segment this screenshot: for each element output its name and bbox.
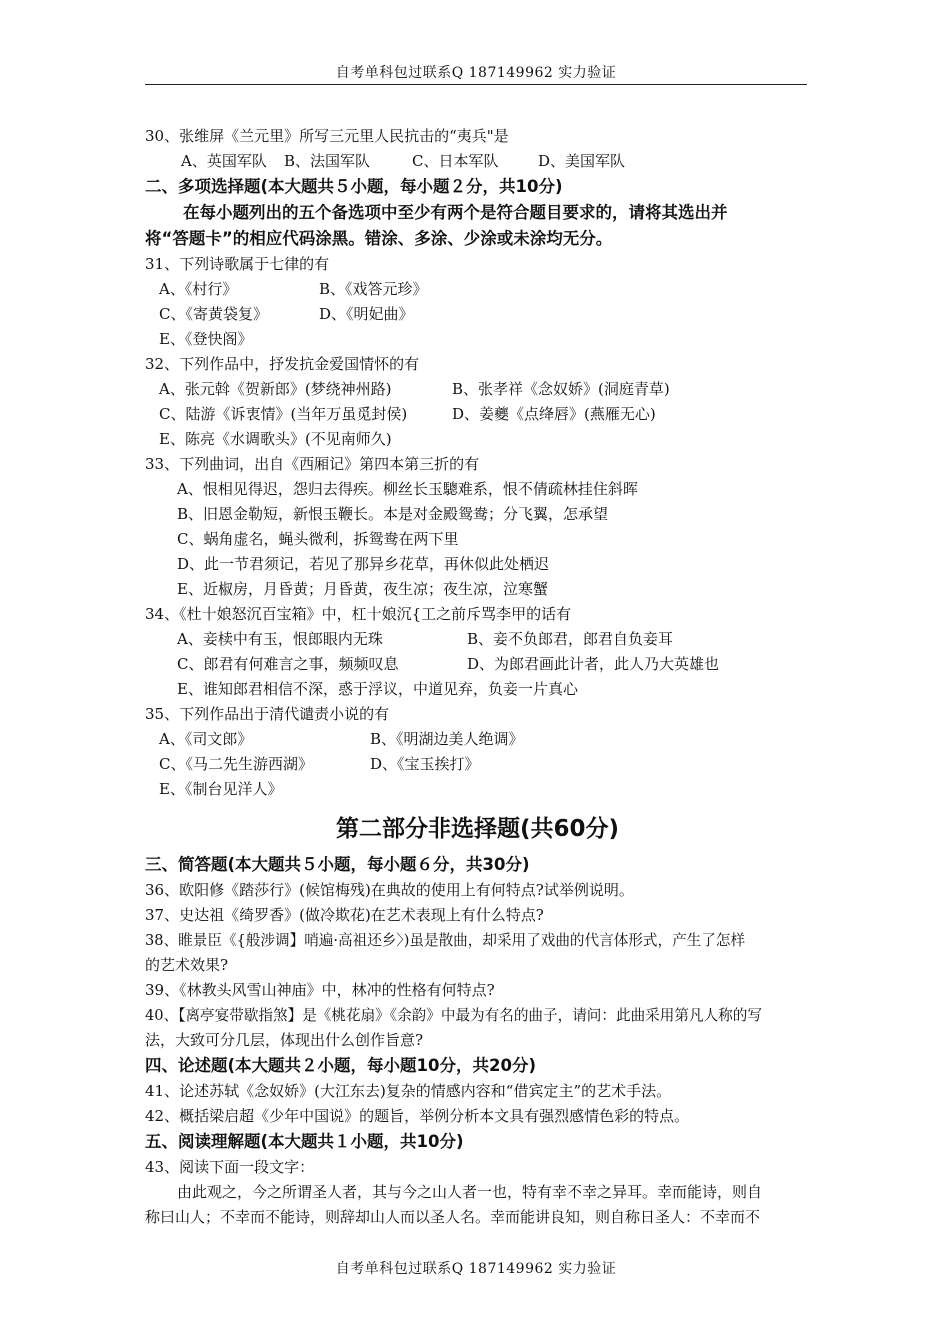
question-30-options: [145, 149, 810, 174]
question-31-options-cd: [145, 302, 810, 327]
option-b: B、妾不负郎君，郎君自负妾耳: [467, 630, 674, 648]
question-33: 33、下列曲词，出自《西厢记》第四本第三折的有: [145, 455, 480, 473]
question-34-options-cd: [145, 652, 810, 677]
option-a: A、恨相见得迟，怨归去得疾。柳丝长玉驄难系，恨不倩疏林挂住斜晖: [177, 480, 638, 498]
option-d: D、《宝玉挨打》: [370, 755, 480, 773]
question-38-line-1: 38、睢景臣《{般涉调】哨遍·高祖还乡〉)虽是散曲，却采用了戏曲的代言体形式，产生了怎样: [145, 932, 746, 949]
question-40-line-2: 法，大致可分几层，体现出什么创作旨意?: [145, 1031, 424, 1049]
section-4-title: 四、论述题(本大题共２小题，每小题10分，共20分): [145, 1056, 537, 1075]
section-2-instruction-2: 将“答题卡”的相应代码涂黑。错涂、多涂、少涂或未涂均无分。: [145, 229, 613, 248]
question-35-options-cd: [145, 752, 810, 777]
option-a: A、英国军队: [181, 152, 267, 170]
part-2-title: 第二部分非选择题(共60分): [335, 816, 620, 842]
option-c: C、郎君有何难言之事，频频叹息: [177, 655, 399, 673]
reading-passage-line-1: 由此观之，今之所谓圣人者，其与今之山人者一也，特有幸不幸之异耳。幸而能诗，则自: [177, 1183, 763, 1201]
option-a: A、《村行》: [159, 280, 238, 298]
question-36: 36、欧阳修《踏莎行》(候馆梅残)在典故的使用上有何特点?试举例说明。: [145, 881, 634, 899]
option-e: E、《登快阁》: [159, 330, 253, 348]
question-37: 37、史达祖《绮罗香》(做冷欺花)在艺术表现上有什么特点?: [145, 906, 544, 924]
page-header: 自考单科包过联系Q 187149962 实力验证: [335, 65, 617, 81]
option-d: D、为郎君画此计者，此人乃大英雄也: [467, 655, 720, 673]
section-2-title: 二、多项选择题(本大题共５小题，每小题２分，共10分): [145, 177, 563, 196]
question-39: 39、《林教头风雪山神庙》中，林冲的性格有何特点?: [145, 981, 495, 999]
option-e: E、近椒房，月昏黄；月昏黄，夜生凉；夜生凉，泣寒蟹: [177, 580, 548, 598]
option-d: D、《明妃曲》: [319, 305, 414, 323]
question-42: 42、概括梁启超《少年中国说》的题旨，举例分析本文具有强烈感情色彩的特点。: [145, 1107, 690, 1125]
question-38-line-2: 的艺术效果?: [145, 956, 229, 974]
option-b: B、张孝祥《念奴娇》(洞庭青草): [452, 380, 670, 398]
question-35-options-ab: [145, 727, 810, 752]
question-31: 31、下列诗歌属于七律的有: [145, 255, 330, 273]
option-d: D、美国军队: [538, 152, 626, 170]
section-2-instruction-1: 在每小题列出的五个备选项中至少有两个是符合题目要求的，请将其选出并: [183, 203, 728, 222]
option-d: D、姜夔《点绛唇》(燕雁无心): [452, 405, 656, 423]
option-c: C、蜗角虚名，蝇头微利，拆鸳鸯在两下里: [177, 530, 459, 548]
reading-passage-line-2: 称曰山人；不幸而不能诗，则辞却山人而以圣人名。幸而能讲良知，则自称日圣人：不幸而不: [145, 1208, 761, 1226]
question-34-options-ab: [145, 627, 810, 652]
option-e: E、谁知郎君相信不深，惑于浮议，中道见弃，负妾一片真心: [177, 680, 578, 698]
page-content: [145, 124, 810, 1230]
option-b: B、旧恩金勒短，新恨玉鞭长。本是对金殿鸳鸯；分飞翼，怎承望: [177, 505, 609, 523]
section-5-title: 五、阅读理解题(本大题共１小题，共10分): [145, 1132, 464, 1151]
question-41: 41、论述苏轼《念奴娇》(大江东去)复杂的情感内容和“借宾定主”的艺术手法。: [145, 1082, 672, 1100]
option-a: A、妾椟中有玉，恨郎眼内无珠: [177, 630, 383, 648]
section-3-title: 三、简答题(本大题共５小题，每小题６分，共30分): [145, 855, 530, 874]
question-30: 30、张维屏《兰元里》所写三元里人民抗击的“夷兵"是: [145, 127, 509, 145]
question-32: 32、下列作品中，抒发抗金爱国情怀的有: [145, 355, 420, 373]
option-c: C、日本军队: [412, 152, 499, 170]
page-footer: 自考单科包过联系Q 187149962 实力验证: [335, 1261, 617, 1277]
option-e: E、《制台见洋人》: [159, 780, 283, 798]
option-b: B、《戏答元珍》: [319, 280, 428, 298]
question-35: 35、下列作品出于清代谴责小说的有: [145, 705, 390, 723]
question-43: 43、阅读下面一段文字：: [145, 1158, 315, 1176]
header-rule: [145, 84, 807, 85]
question-32-options-cd: [145, 402, 810, 427]
option-a: A、张元斡《贺新郎》(梦绕神州路): [159, 380, 392, 398]
option-b: B、《明湖边美人绝调》: [370, 730, 524, 748]
question-40-line-1: 40、【离亭宴带歇指煞】是《桃花扇》《余韵》中最为有名的曲子，请问：此曲采用第凡人称的写: [145, 1007, 762, 1024]
option-c: C、陆游《诉衷情》(当年万虽觅封侯): [159, 405, 408, 423]
option-d: D、此一节君须记，若见了那异乡花草，再休似此处栖迟: [177, 555, 550, 573]
option-e: E、陈亮《水调歌头》(不见南师久): [159, 430, 392, 448]
option-b: B、法国军队: [284, 152, 371, 170]
question-31-options-ab: [145, 277, 810, 302]
option-c: C、《马二先生游西湖》: [159, 755, 313, 773]
question-32-options-ab: [145, 377, 810, 402]
option-a: A、《司文郎》: [159, 730, 253, 748]
question-34: 34、《杜十娘怒沉百宝箱》中，杠十娘沉{工之前斥骂李甲的话有: [145, 605, 572, 623]
option-c: C、《寄黄袋复》: [159, 305, 268, 323]
